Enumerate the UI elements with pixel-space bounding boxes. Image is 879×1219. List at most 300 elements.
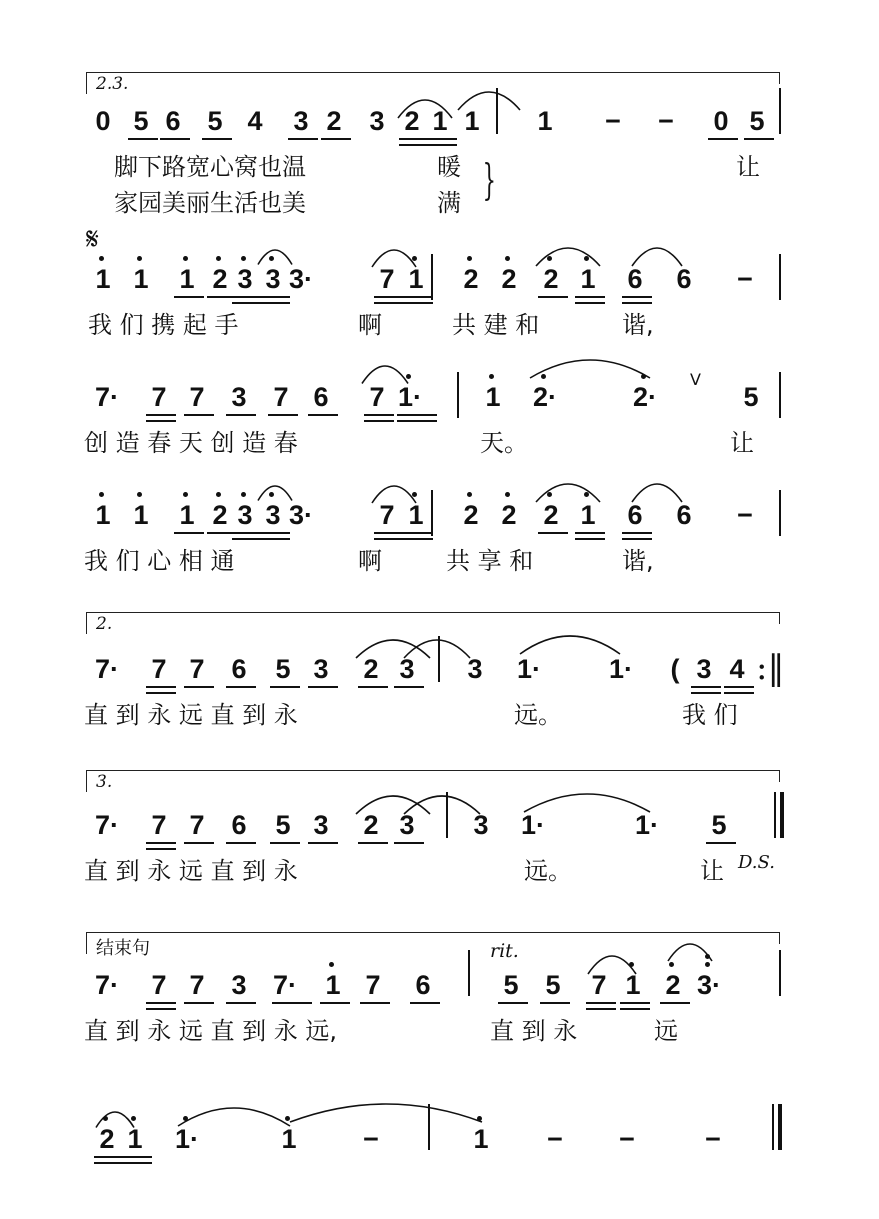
underline-beam [394, 842, 424, 844]
jianpu-note: 7 [151, 810, 167, 840]
jianpu-note: 1 [325, 970, 341, 1000]
underline-beam [146, 1002, 176, 1004]
underline-beam [270, 842, 300, 844]
jianpu-note: 7 [369, 382, 385, 412]
jianpu-note: 2 [363, 810, 379, 840]
jianpu-note: 7 [365, 970, 381, 1000]
underline-beam [268, 414, 298, 416]
underline-beam [128, 138, 158, 140]
underline-beam [397, 420, 437, 422]
underline-beam [160, 138, 190, 140]
bar-line [431, 254, 433, 300]
volta-label: 2. [96, 614, 113, 634]
jianpu-note: 5 [545, 970, 561, 1000]
jianpu-note: 2 [363, 654, 379, 684]
jianpu-note: 3· [288, 500, 313, 530]
jianpu-note: 1 [179, 264, 195, 294]
underline-beam [226, 842, 256, 844]
octave-dot [241, 256, 246, 261]
jianpu-note: 1 [485, 382, 501, 412]
lyric-text: 让 [736, 153, 760, 181]
underline-beam [575, 532, 605, 534]
jianpu-note: 1 [133, 500, 149, 530]
volta-label: 2.3. [96, 74, 129, 94]
underline-beam [403, 302, 433, 304]
underline-beam [403, 296, 433, 298]
volta-bracket-line [86, 932, 780, 933]
jianpu-note: 2 [212, 264, 228, 294]
volta-label: 结束句 [96, 938, 150, 959]
volta-bracket-end [779, 932, 780, 944]
underline-beam [575, 296, 605, 298]
octave-dot [183, 492, 188, 497]
jianpu-note: 4 [729, 654, 745, 684]
volta-bracket-line [86, 612, 780, 613]
octave-dot [584, 492, 589, 497]
jianpu-note: 7 [189, 654, 205, 684]
underline-beam [232, 538, 262, 540]
underline-beam [360, 1002, 390, 1004]
jianpu-note: 3 [293, 106, 309, 136]
jianpu-note: 3 [473, 810, 489, 840]
lyric-text: 共 建 和 [452, 311, 540, 339]
octave-dot [547, 492, 552, 497]
jianpu-note: 6 [676, 264, 692, 294]
lyric-text: 让 [700, 857, 724, 885]
underline-beam [427, 144, 457, 146]
jianpu-note: 3 [369, 106, 385, 136]
underline-beam [410, 1002, 440, 1004]
octave-dot [412, 256, 417, 261]
jianpu-note: 7 [189, 810, 205, 840]
double-bar-thick [780, 792, 784, 838]
jianpu-note: 1 [95, 264, 111, 294]
jianpu-note: 1· [516, 654, 541, 684]
octave-dot [137, 492, 142, 497]
underline-beam [321, 138, 351, 140]
octave-dot [99, 492, 104, 497]
underline-beam [708, 138, 738, 140]
underline-beam [540, 1002, 570, 1004]
jianpu-note: 2 [463, 500, 479, 530]
volta-bracket-end [779, 72, 780, 84]
jianpu-note: 3 [231, 382, 247, 412]
underline-beam [232, 296, 262, 298]
jianpu-note: 5 [275, 654, 291, 684]
octave-dot [641, 374, 646, 379]
jianpu-note: 7 [189, 970, 205, 1000]
jianpu-note: 2 [501, 264, 517, 294]
underline-beam [622, 532, 652, 534]
underline-beam [122, 1156, 152, 1158]
octave-dot [467, 256, 472, 261]
underline-beam [403, 538, 433, 540]
octave-dot [467, 492, 472, 497]
lyric-text: 直 到 永 远 直 到 永 [84, 857, 298, 885]
underline-beam [724, 692, 754, 694]
octave-dot [183, 1116, 188, 1121]
jianpu-note: 7· [94, 382, 119, 412]
jianpu-note: 3 [237, 500, 253, 530]
underline-beam [226, 1002, 256, 1004]
octave-dot [241, 492, 246, 497]
underline-beam [94, 1162, 124, 1164]
jianpu-note: 7 [379, 500, 395, 530]
jianpu-note: 5 [207, 106, 223, 136]
octave-dot [216, 256, 221, 261]
underline-beam [575, 302, 605, 304]
lyric-text: 让 [730, 429, 754, 457]
jianpu-note: 1 [408, 264, 424, 294]
octave-dot [505, 256, 510, 261]
lyric-text: 直 到 永 [490, 1017, 578, 1045]
underline-beam [374, 296, 404, 298]
jianpu-note: 3 [265, 264, 281, 294]
jianpu-note: 5 [711, 810, 727, 840]
underline-beam [622, 538, 652, 540]
bar-line [428, 1104, 430, 1150]
octave-dot [547, 256, 552, 261]
underline-beam [691, 686, 721, 688]
jianpu-note: 1· [397, 382, 422, 412]
underline-beam [620, 1002, 650, 1004]
jianpu-note: 3 [696, 654, 712, 684]
underline-beam [184, 1002, 214, 1004]
lyric-text: 直 到 永 远 直 到 永 [84, 701, 298, 729]
lyric-text: 直 到 永 远 直 到 永 远, [84, 1017, 338, 1045]
underline-beam [538, 296, 568, 298]
volta-bracket-hook [86, 612, 87, 634]
double-bar-thick [778, 1104, 782, 1150]
lyric-text: 家园美丽生活也美 [114, 189, 306, 217]
jianpu-note: 5 [743, 382, 759, 412]
segno-sign: 𝄋 [86, 222, 99, 257]
underline-beam [232, 302, 262, 304]
lyric-text: 远。 [514, 701, 562, 729]
octave-dot [412, 492, 417, 497]
jianpu-note: 6 [627, 500, 643, 530]
underline-beam [724, 686, 754, 688]
lyric-text: 啊 [358, 547, 382, 575]
jianpu-note: 2 [665, 970, 681, 1000]
underline-beam [226, 414, 256, 416]
bar-line [779, 88, 781, 134]
jianpu-note: 3· [696, 970, 721, 1000]
underline-beam [374, 302, 404, 304]
jianpu-note: 0 [713, 106, 729, 136]
lyric-text: 共 享 和 [446, 547, 534, 575]
jianpu-note: ( [670, 654, 680, 684]
ritardando-mark: rit. [490, 940, 519, 962]
underline-beam [399, 138, 429, 140]
octave-dot [269, 492, 274, 497]
jianpu-note: 1 [537, 106, 553, 136]
underline-beam [364, 414, 394, 416]
underline-beam [358, 686, 388, 688]
volta-bracket-line [86, 770, 780, 771]
underline-beam [146, 848, 176, 850]
lyric-text: 天。 [480, 429, 528, 457]
underline-beam [308, 414, 338, 416]
jianpu-note: 3 [399, 654, 415, 684]
underline-beam [260, 538, 290, 540]
jianpu-note: 1 [179, 500, 195, 530]
slur-arc [362, 366, 408, 384]
jianpu-note: 1· [634, 810, 659, 840]
underline-beam [586, 1008, 616, 1010]
jianpu-note: 7 [591, 970, 607, 1000]
underline-beam [146, 1008, 176, 1010]
jianpu-note: 7· [94, 970, 119, 1000]
jianpu-note: 3 [265, 500, 281, 530]
lyric-text: 我 们 心 相 通 [84, 547, 235, 575]
bar-line [446, 792, 448, 838]
underline-beam [374, 532, 404, 534]
jianpu-note: 1 [408, 500, 424, 530]
underline-beam [174, 532, 204, 534]
da-segno-mark: D.S. [738, 852, 775, 873]
octave-dot [489, 374, 494, 379]
jianpu-note: 6 [415, 970, 431, 1000]
double-bar-thin [774, 792, 776, 838]
jianpu-note: 7· [94, 654, 119, 684]
underline-beam [706, 842, 736, 844]
underline-beam [744, 138, 774, 140]
underline-beam [498, 1002, 528, 1004]
jianpu-note: − [619, 1124, 635, 1154]
bar-line [779, 950, 781, 996]
jianpu-note: 3 [313, 810, 329, 840]
underline-beam [308, 842, 338, 844]
jianpu-note: 6 [231, 810, 247, 840]
underline-beam [122, 1162, 152, 1164]
octave-dot [705, 954, 710, 959]
breath-mark: V [690, 370, 701, 389]
octave-dot [705, 962, 710, 967]
octave-dot [285, 1116, 290, 1121]
underline-beam [399, 144, 429, 146]
jianpu-note: − [737, 500, 753, 530]
jianpu-note: 1 [133, 264, 149, 294]
underline-beam [232, 532, 262, 534]
underline-beam [403, 532, 433, 534]
volta-bracket-line [86, 72, 780, 73]
jianpu-note: 1 [281, 1124, 297, 1154]
jianpu-note: 7· [94, 810, 119, 840]
lyric-text: 啊 [358, 311, 382, 339]
volta-bracket-end [779, 770, 780, 782]
volta-bracket-hook [86, 932, 87, 954]
volta-bracket-hook [86, 72, 87, 94]
underline-beam [397, 414, 437, 416]
jianpu-note: − [605, 106, 621, 136]
jianpu-note: 3 [237, 264, 253, 294]
jianpu-note: 1· [608, 654, 633, 684]
slur-arc [530, 360, 650, 378]
underline-beam [308, 686, 338, 688]
underline-beam [622, 296, 652, 298]
underline-beam [174, 296, 204, 298]
jianpu-note: 1· [520, 810, 545, 840]
jianpu-note: 3 [231, 970, 247, 1000]
jianpu-note: 7 [189, 382, 205, 412]
jianpu-note: 1 [95, 500, 111, 530]
jianpu-note: 7 [273, 382, 289, 412]
underline-beam [358, 842, 388, 844]
jianpu-note: 5 [503, 970, 519, 1000]
bar-line [457, 372, 459, 418]
repeat-end-sign: :‖ [756, 648, 785, 688]
underline-beam [260, 532, 290, 534]
bar-line [496, 88, 498, 134]
underline-beam [272, 1002, 312, 1004]
jianpu-note: 3 [399, 810, 415, 840]
jianpu-note: 3 [467, 654, 483, 684]
volta-bracket-hook [86, 770, 87, 792]
underline-beam [660, 1002, 690, 1004]
jianpu-note: 7 [379, 264, 395, 294]
jianpu-note: 1 [127, 1124, 143, 1154]
octave-dot [629, 962, 634, 967]
underline-beam [260, 296, 290, 298]
underline-beam [288, 138, 318, 140]
jianpu-note: 1 [625, 970, 641, 1000]
underline-beam [184, 414, 214, 416]
jianpu-note: 1 [473, 1124, 489, 1154]
bar-line [779, 372, 781, 418]
jianpu-note: 2 [99, 1124, 115, 1154]
jianpu-note: 2· [532, 382, 557, 412]
lyric-text: 远 [654, 1017, 678, 1045]
jianpu-note: 2· [632, 382, 657, 412]
lyric-brace: } [482, 155, 497, 204]
jianpu-note: − [658, 106, 674, 136]
underline-beam [586, 1002, 616, 1004]
slur-arc [258, 250, 292, 265]
underline-beam [538, 532, 568, 534]
underline-beam [620, 1008, 650, 1010]
jianpu-note: 5 [749, 106, 765, 136]
underline-beam [226, 686, 256, 688]
jianpu-note: 2 [543, 264, 559, 294]
underline-beam [146, 692, 176, 694]
jianpu-note: 2 [543, 500, 559, 530]
jianpu-note: 5 [275, 810, 291, 840]
jianpu-note: 3· [288, 264, 313, 294]
volta-label: 3. [96, 772, 113, 792]
lyric-text: 满 [437, 189, 461, 217]
octave-dot [669, 962, 674, 967]
jianpu-note: 1 [580, 264, 596, 294]
slur-arc [520, 636, 620, 654]
underline-beam [691, 692, 721, 694]
jianpu-note: 2 [326, 106, 342, 136]
jianpu-note: 4 [247, 106, 263, 136]
lyric-text: 谐, [622, 547, 654, 575]
underline-beam [94, 1156, 124, 1158]
jianpu-note: − [547, 1124, 563, 1154]
jianpu-note: 0 [95, 106, 111, 136]
jianpu-note: 6 [313, 382, 329, 412]
lyric-text: 暖 [437, 153, 461, 181]
bar-line [431, 490, 433, 536]
octave-dot [216, 492, 221, 497]
octave-dot [329, 962, 334, 967]
lyric-text: 我 们 携 起 手 [88, 311, 239, 339]
jianpu-note: 5 [133, 106, 149, 136]
underline-beam [146, 414, 176, 416]
underline-beam [260, 302, 290, 304]
jianpu-note: 2 [463, 264, 479, 294]
lyric-text: 创 造 春 天 创 造 春 [84, 429, 298, 457]
double-bar-thin [772, 1104, 774, 1150]
jianpu-note: 2 [404, 106, 420, 136]
jianpu-note: 6 [231, 654, 247, 684]
bar-line [438, 636, 440, 682]
lyric-text: 远。 [524, 857, 572, 885]
jianpu-note: 1 [464, 106, 480, 136]
underline-beam [374, 538, 404, 540]
jianpu-note: 6 [165, 106, 181, 136]
underline-beam [146, 842, 176, 844]
underline-beam [270, 686, 300, 688]
jianpu-note: 7 [151, 970, 167, 1000]
slur-arc [258, 486, 292, 501]
octave-dot [183, 256, 188, 261]
underline-beam [575, 538, 605, 540]
volta-bracket-end [779, 612, 780, 624]
octave-dot [103, 1116, 108, 1121]
lyric-text: 我 们 [682, 701, 738, 729]
octave-dot [269, 256, 274, 261]
underline-beam [364, 420, 394, 422]
jianpu-note: 7· [272, 970, 297, 1000]
jianpu-note: 1 [580, 500, 596, 530]
jianpu-note: − [705, 1124, 721, 1154]
octave-dot [406, 374, 411, 379]
jianpu-note: − [363, 1124, 379, 1154]
underline-beam [622, 302, 652, 304]
octave-dot [584, 256, 589, 261]
jianpu-note: 6 [627, 264, 643, 294]
underline-beam [202, 138, 232, 140]
slur-arc [290, 1104, 482, 1122]
lyric-text: 脚下路宽心窝也温 [114, 153, 306, 181]
octave-dot [137, 256, 142, 261]
underline-beam [320, 1002, 350, 1004]
jianpu-note: 1 [432, 106, 448, 136]
octave-dot [505, 492, 510, 497]
underline-beam [184, 686, 214, 688]
jianpu-note: 2 [212, 500, 228, 530]
jianpu-note: − [737, 264, 753, 294]
jianpu-note: 3 [313, 654, 329, 684]
octave-dot [477, 1116, 482, 1121]
octave-dot [99, 256, 104, 261]
octave-dot [541, 374, 546, 379]
underline-beam [184, 842, 214, 844]
underline-beam [146, 686, 176, 688]
jianpu-note: 1· [174, 1124, 199, 1154]
jianpu-note: 6 [676, 500, 692, 530]
lyric-text: 谐, [622, 311, 654, 339]
octave-dot [131, 1116, 136, 1121]
bar-line [779, 254, 781, 300]
bar-line [468, 950, 470, 996]
underline-beam [427, 138, 457, 140]
jianpu-note: 7 [151, 654, 167, 684]
bar-line [779, 490, 781, 536]
